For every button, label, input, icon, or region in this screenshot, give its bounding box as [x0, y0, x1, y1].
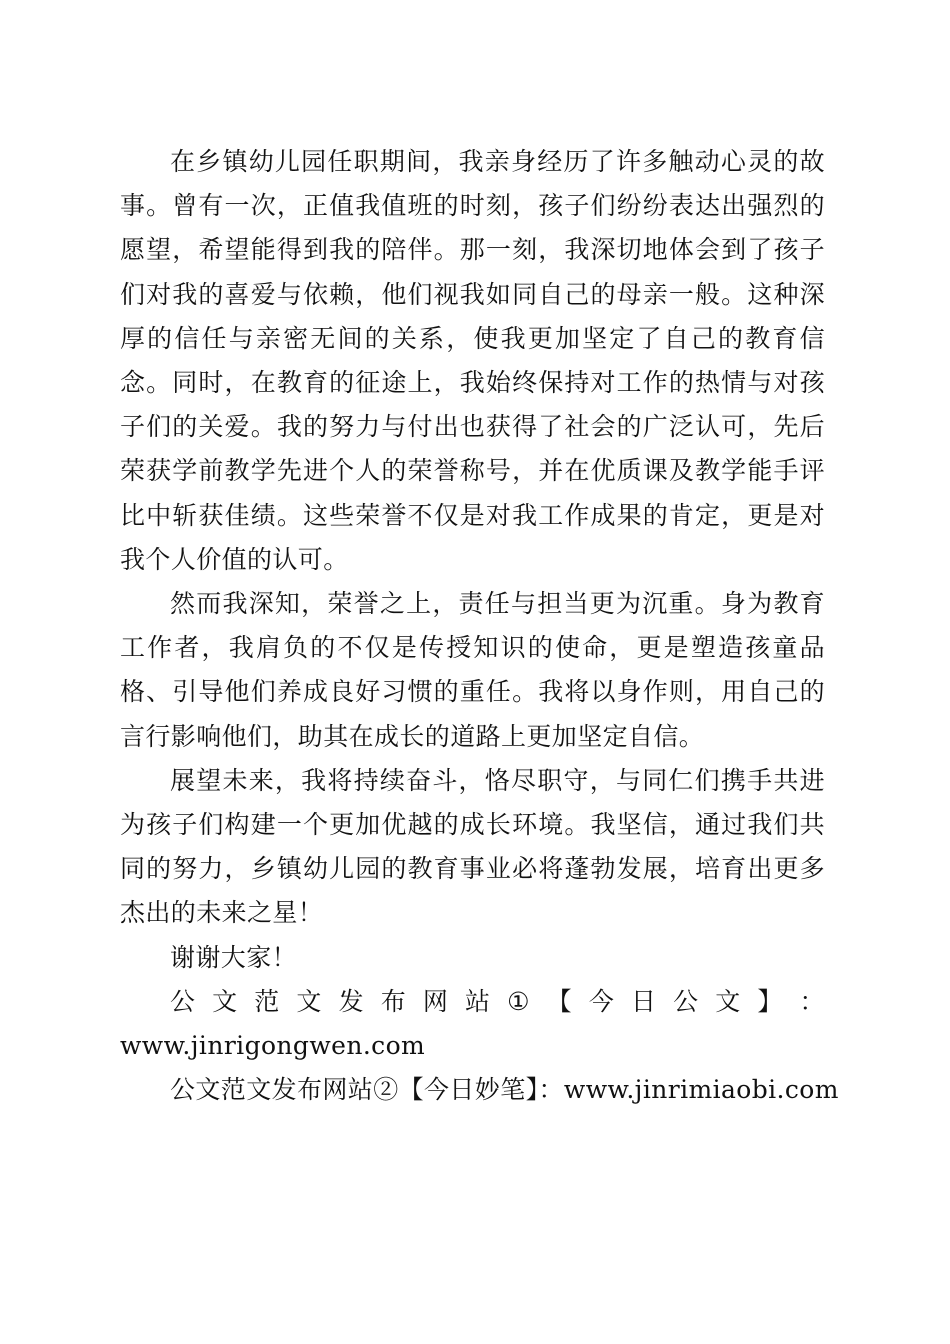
- paragraph-4: 谢谢大家！: [170, 942, 298, 972]
- footer-site-1-label: 公 文 范 文 发 布 网 站 ① 【 今 日 公 文 】 ：: [170, 986, 825, 1016]
- paragraph-1: 在乡镇幼儿园任职期间，我亲身经历了许多触动心灵的故事。曾有一次，正值我值班的时刻，孩子们纷纷表达出强烈的愿望，希望能得到我的陪伴。那一刻，我深切地体会到了孩子们对我的喜爱与依赖，他们视我如同自己的母亲一般。这种深厚的信任与亲密无间的关系，使我更加坚定了自己的教育信念。同时，在教育的征途上，我始终保持对工作的热情与对孩子们的关爱。我的努力与付出也获得了社会的广泛认可，先后荣获学前教学先进个人的荣誉称号，并在优质课及教学能手评比中斩获佳绩。这些荣誉不仅是对我工作成果的肯定，更是对我个人价值的认可。: [120, 147, 825, 574]
- footer-site-2-url[interactable]: www.jinrimiaobi.com: [563, 1075, 839, 1105]
- footer-site-2-label: 公文范文发布网站②【今日妙笔】：: [170, 1075, 564, 1105]
- footer-site-2: [120, 1068, 839, 1112]
- paragraph-3: 展望未来，我将持续奋斗，恪尽职守，与同仁们携手共进为孩子们构建一个更加优越的成长环境。我坚信，通过我们共同的努力，乡镇幼儿园的教育事业必将蓬勃发展，培育出更多杰出的未来之星！: [120, 765, 825, 928]
- footer-site-1-url-line: [120, 1024, 825, 1068]
- document-body: [120, 140, 839, 1112]
- footer-site-1: [120, 980, 825, 1024]
- footer-site-1-url[interactable]: www.jinrigongwen.com: [120, 1031, 426, 1061]
- paragraph-2: 然而我深知，荣誉之上，责任与担当更为沉重。身为教育工作者，我肩负的不仅是传授知识的使命，更是塑造孩童品格、引导他们养成良好习惯的重任。我将以身作则，用自己的言行影响他们，助其在成长的道路上更加坚定自信。: [120, 589, 825, 751]
